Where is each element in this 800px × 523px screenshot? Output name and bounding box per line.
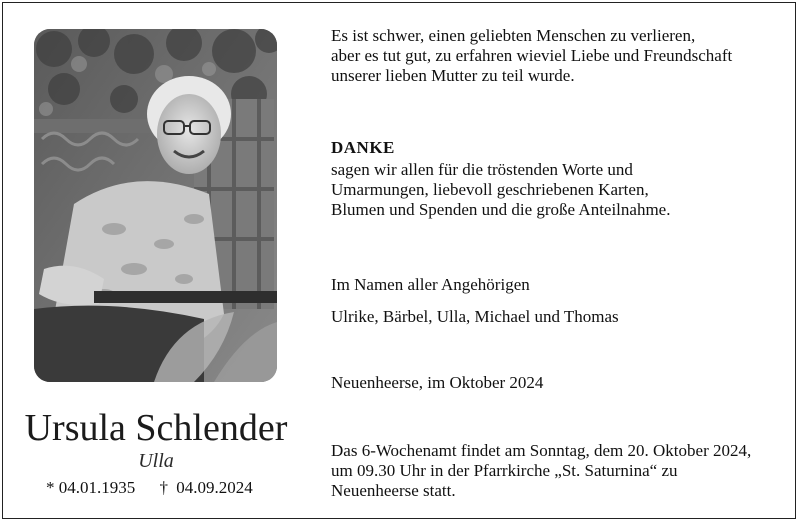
thanks-paragraph: [331, 159, 670, 219]
place-date: Neuenheerse, im Oktober 2024: [331, 373, 544, 392]
service-line: Das 6-Wochenamt findet am Sonntag, dem 20. Oktober 2024,: [331, 441, 752, 460]
service-line: um 09.30 Uhr in der Pfarrkirche „St. Saturnina“ zu: [331, 461, 678, 480]
thanks-line: sagen wir allen für die tröstenden Worte und: [331, 160, 633, 179]
birth-symbol: *: [46, 478, 55, 497]
deceased-nickname: Ulla: [138, 450, 174, 472]
portrait-photo: [34, 29, 277, 382]
life-dates: [46, 478, 253, 498]
death-date: 04.09.2024: [176, 478, 253, 497]
service-line: Neuenheerse statt.: [331, 481, 456, 500]
family-names: Ulrike, Bärbel, Ulla, Michael und Thomas: [331, 307, 619, 326]
service-paragraph: [331, 440, 751, 500]
deceased-name: Ursula Schlender: [24, 407, 288, 449]
thanks-line: Blumen und Spenden und die große Anteilnahme.: [331, 200, 671, 219]
thanks-line: Umarmungen, liebevoll geschriebenen Karten,: [331, 180, 649, 199]
birth-date: 04.01.1935: [58, 478, 136, 497]
intro-line: unserer lieben Mutter zu teil wurde.: [331, 66, 575, 85]
intro-line: Es ist schwer, einen geliebten Menschen zu verlieren,: [331, 26, 696, 45]
death-symbol: †: [159, 478, 168, 497]
thanks-heading: DANKE: [331, 138, 395, 157]
on-behalf-text: Im Namen aller Angehörigen: [331, 275, 530, 294]
intro-paragraph: [331, 25, 732, 85]
portrait-image: [34, 29, 277, 382]
intro-line: aber es tut gut, zu erfahren wieviel Liebe und Freundschaft: [331, 46, 733, 65]
